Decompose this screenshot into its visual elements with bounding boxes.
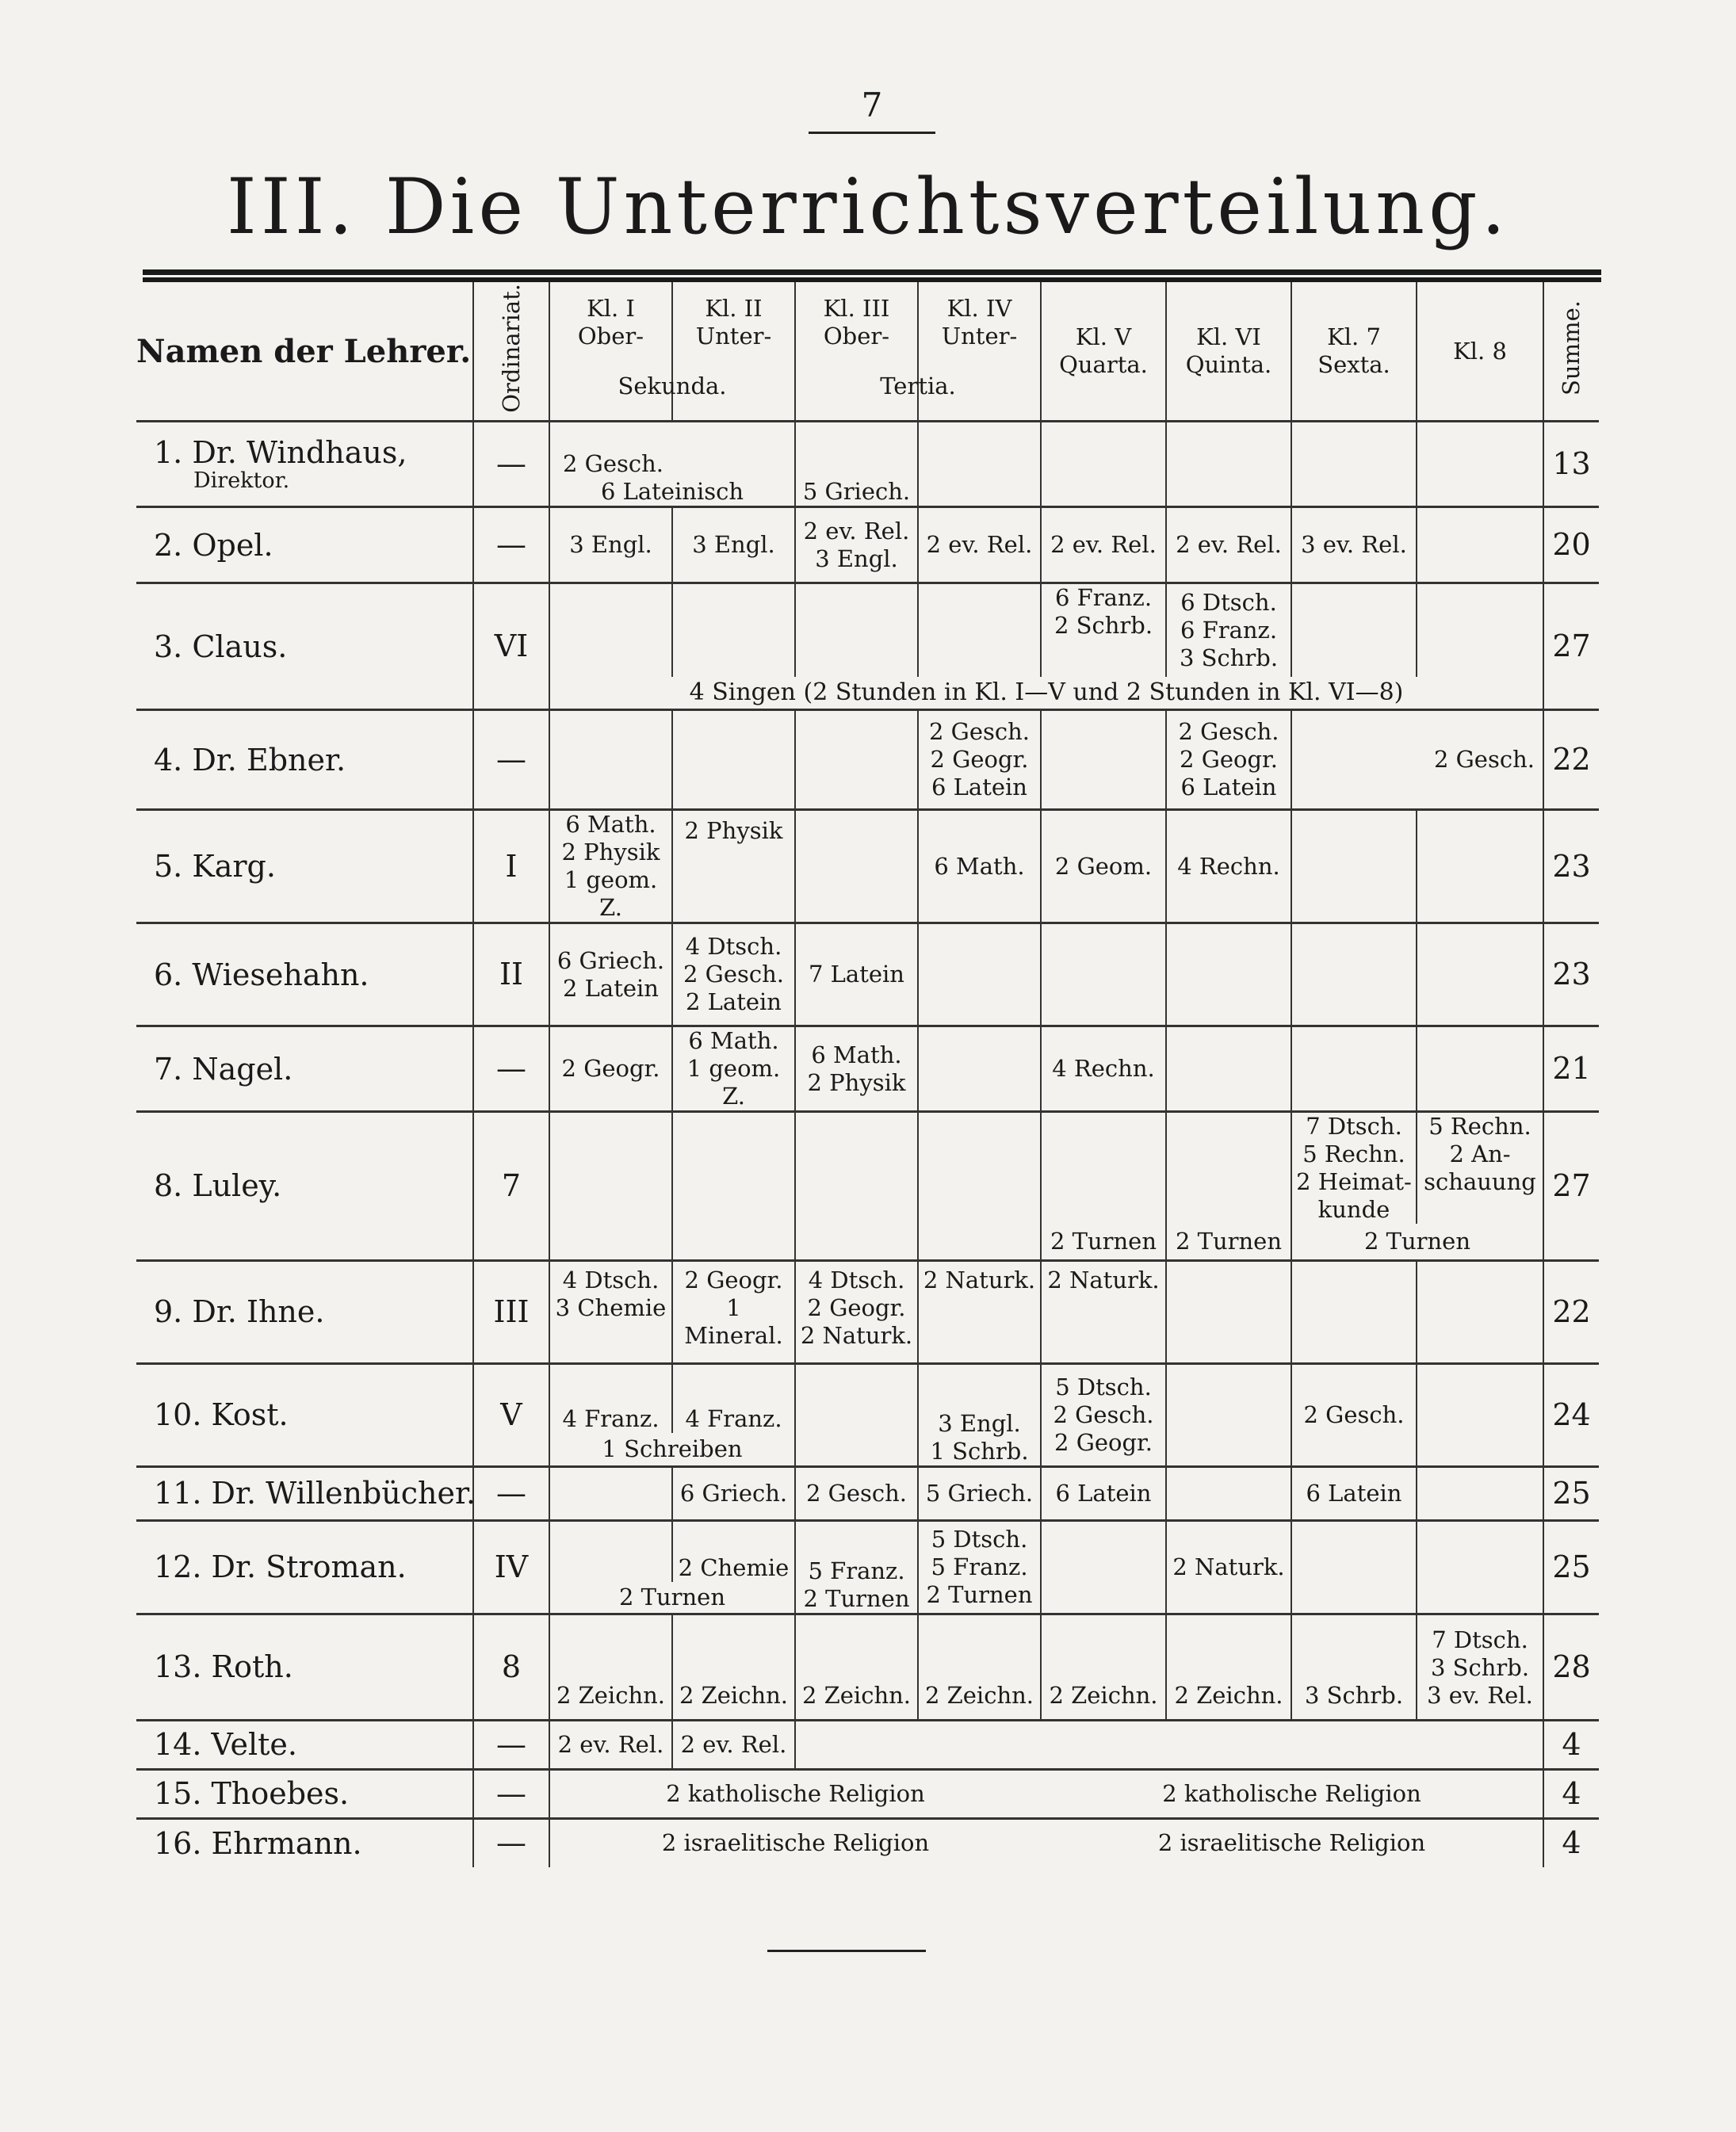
kl7-cell: 3 Schrb. [1291, 1614, 1417, 1720]
table-row [136, 1026, 1599, 1112]
kl6-cell: 4 Rechn. [1166, 810, 1291, 923]
teacher-name: 5. Karg. [136, 810, 473, 923]
kl7-cell [1291, 923, 1417, 1026]
kl6-cell: 2 Naturk. [1166, 1520, 1291, 1614]
sum-cell: 27 [1543, 1112, 1599, 1261]
kl8-cell [1417, 1363, 1543, 1466]
kl3-cell: 5 Griech. [795, 422, 918, 507]
sum-cell: 25 [1543, 1520, 1599, 1614]
header-kl1: Kl. I Ober- [549, 282, 672, 422]
kl3-cell: 2 Zeichn. [795, 1614, 918, 1720]
kl4-cell: 5 Dtsch. 5 Franz. 2 Turnen [918, 1520, 1041, 1614]
kl3-cell: 2 Gesch. [795, 1466, 918, 1520]
kl2-cell [672, 710, 795, 810]
schedule-table-wrapper [136, 282, 1599, 1867]
teacher-name: 15. Thoebes. [136, 1769, 473, 1818]
table-row [136, 1260, 1599, 1363]
kl6-cell: 2 Gesch. 2 Geogr. 6 Latein [1166, 710, 1291, 810]
kl4-cell: 2 ev. Rel. [918, 507, 1041, 583]
kl5-cell: 2 Naturk. [1041, 1260, 1166, 1363]
kl1-cell [549, 1112, 672, 1225]
religion-kl5-8: 2 israelitische Religion [1041, 1818, 1543, 1867]
kl7-cell [1291, 422, 1417, 507]
table-row [136, 1363, 1599, 1433]
kl8-cell [1417, 1260, 1543, 1363]
page-title: III. Die Unterrichtsverteilung. [226, 162, 1510, 251]
kl5-cell: 6 Franz. 2 Schrb. [1041, 583, 1166, 677]
table-row [136, 1769, 1599, 1818]
kl1-cell [549, 1520, 672, 1582]
kl3-cell [795, 1224, 918, 1260]
title-rule [143, 269, 1601, 277]
kl6-cell: 6 Dtsch. 6 Franz. 3 Schrb. [1166, 583, 1291, 677]
kl2-cell: 2 Geogr. 1 Mineral. [672, 1260, 795, 1363]
kl4-cell [918, 1026, 1041, 1112]
teacher-name: 13. Roth. [136, 1614, 473, 1720]
kl3-cell [795, 710, 918, 810]
kl7-cell: 7 Dtsch. 5 Rechn. 2 Heimat- kunde [1291, 1112, 1417, 1225]
kl6-cell [1166, 1466, 1291, 1520]
kl6-cell [1166, 1112, 1291, 1225]
kl3-cell: 4 Dtsch. 2 Geogr. 2 Naturk. [795, 1260, 918, 1363]
ordinariat-cell: VI [473, 583, 549, 710]
teacher-name: 8. Luley. [136, 1112, 473, 1261]
kl2-cell: 6 Math. 1 geom. Z. [672, 1026, 795, 1112]
kl4-cell: 2 Naturk. [918, 1260, 1041, 1363]
kl3-cell: 2 ev. Rel. 3 Engl. [795, 507, 918, 583]
kl4-cell: 2 Zeichn. [918, 1614, 1041, 1720]
kl1-cell [549, 710, 672, 810]
religion-kl5-8: 2 katholische Religion [1041, 1769, 1543, 1818]
kl3-8-cell [795, 1720, 1543, 1769]
ordinariat-cell: III [473, 1260, 549, 1363]
kl8-cell [1417, 1520, 1543, 1614]
kl1-2-cell: 2 Turnen [618, 1583, 726, 1610]
kl1-cell [549, 1466, 672, 1520]
ordinariat-cell: IV [473, 1520, 549, 1614]
singing-note: 4 Singen (2 Stunden in Kl. I—V und 2 Stunden in Kl. VI—8) [689, 678, 1404, 706]
kl1-cell: 4 Dtsch. 3 Chemie [549, 1260, 672, 1363]
kl6-cell [1166, 1363, 1291, 1466]
teacher-name: 10. Kost. [136, 1363, 473, 1466]
kl5-cell: 2 Zeichn. [1041, 1614, 1166, 1720]
kl8-cell [1417, 422, 1543, 507]
kl5-cell [1041, 710, 1166, 810]
kl1-cell [549, 583, 672, 677]
kl1-cell: 2 ev. Rel. [549, 1720, 672, 1769]
sum-cell: 4 [1543, 1818, 1599, 1867]
table-row [136, 710, 1599, 810]
sum-cell: 28 [1543, 1614, 1599, 1720]
kl1-cell: 2 Geogr. [549, 1026, 672, 1112]
sum-cell: 23 [1543, 810, 1599, 923]
teacher-name: 6. Wiesehahn. [136, 923, 473, 1026]
header-kl2: Kl. II Unter- [672, 282, 795, 422]
table-row [136, 507, 1599, 583]
header-tertia: Tertia. [880, 373, 956, 399]
kl4-cell [918, 923, 1041, 1026]
kl8-cell [1417, 1026, 1543, 1112]
header-kl5: Kl. V Quarta. [1041, 282, 1166, 422]
sum-cell: 4 [1543, 1720, 1599, 1769]
kl1-cell: 6 Math. 2 Physik 1 geom. Z. [549, 810, 672, 923]
table-row [136, 422, 1599, 507]
kl3-cell: 7 Latein [795, 923, 918, 1026]
kl2-cell: 6 Griech. [672, 1466, 795, 1520]
page-number: 7 [861, 86, 883, 124]
header-ordinariat: Ordinariat. [473, 282, 549, 422]
kl7-cell [1291, 1260, 1417, 1363]
kl7-cell [1291, 1520, 1417, 1614]
kl5-cell: 6 Latein [1041, 1466, 1166, 1520]
sum-cell: 22 [1543, 1260, 1599, 1363]
kl7-cell: 6 Latein [1291, 1466, 1417, 1520]
kl4-cell [918, 422, 1041, 507]
teacher-name: 14. Velte. [136, 1720, 473, 1769]
teacher-name: 3. Claus. [136, 583, 473, 710]
kl6-cell: 2 Zeichn. [1166, 1614, 1291, 1720]
sum-cell: 21 [1543, 1026, 1599, 1112]
kl2-cell: 4 Dtsch. 2 Gesch. 2 Latein [672, 923, 795, 1026]
header-kl8: Kl. 8 [1417, 282, 1543, 422]
kl8-cell [1417, 1466, 1543, 1520]
header-kl7: Kl. 7 Sexta. [1291, 282, 1417, 422]
teacher-name: 7. Nagel. [136, 1026, 473, 1112]
kl8-cell: 7 Dtsch. 3 Schrb. 3 ev. Rel. [1417, 1614, 1543, 1720]
ordinariat-cell: I [473, 810, 549, 923]
kl7-cell [1291, 810, 1417, 923]
kl5-cell: 4 Rechn. [1041, 1026, 1166, 1112]
kl8-cell [1417, 923, 1543, 1026]
kl8-cell: 5 Rechn. 2 An- schauung [1417, 1112, 1543, 1225]
kl8-cell [1417, 810, 1543, 923]
sum-cell: 4 [1543, 1769, 1599, 1818]
table-row [136, 1466, 1599, 1520]
kl4-cell: 3 Engl. 1 Schrb. [918, 1363, 1041, 1466]
kl4-cell: 5 Griech. [918, 1466, 1041, 1520]
kl5-cell [1041, 422, 1166, 507]
teacher-name: 12. Dr. Stroman. [136, 1520, 473, 1614]
kl2-cell: 2 Physik [672, 810, 795, 923]
religion-kl1-4: 2 katholische Religion [549, 1769, 1041, 1818]
header-kl6: Kl. VI Quinta. [1166, 282, 1291, 422]
ordinariat-cell: V [473, 1363, 549, 1466]
ordinariat-cell: 7 [473, 1112, 549, 1261]
kl4-cell [918, 1224, 1041, 1260]
ordinariat-cell: — [473, 1818, 549, 1867]
table-row [136, 1818, 1599, 1867]
kl7-cell: 2 Gesch. [1291, 1363, 1417, 1466]
sum-cell: 27 [1543, 583, 1599, 710]
kl2-cell [672, 1224, 795, 1260]
kl7-8-cell: 2 Gesch. [1291, 710, 1543, 810]
ordinariat-cell: — [473, 710, 549, 810]
ordinariat-cell: — [473, 507, 549, 583]
kl5-cell [1041, 1520, 1166, 1614]
sum-cell: 24 [1543, 1363, 1599, 1466]
teacher-name: 2. Opel. [136, 507, 473, 583]
kl3-cell [795, 583, 918, 677]
kl5-cell: 2 Geom. [1041, 810, 1166, 923]
ordinariat-cell: 8 [473, 1614, 549, 1720]
religion-kl1-4: 2 israelitische Religion [549, 1818, 1041, 1867]
kl6-cell [1166, 422, 1291, 507]
kl6-cell [1166, 1026, 1291, 1112]
kl7-cell [1291, 1026, 1417, 1112]
kl6-cell: 2 ev. Rel. [1166, 507, 1291, 583]
teacher-name: 11. Dr. Willenbücher. [136, 1466, 473, 1520]
ordinariat-cell: — [473, 1769, 549, 1818]
kl7-8-cell: 2 Turnen [1291, 1224, 1543, 1260]
ordinariat-cell: — [473, 1720, 549, 1769]
table-row [136, 1520, 1599, 1582]
header-summe: Summe. [1543, 282, 1599, 422]
kl5-cell: 2 Turnen [1041, 1224, 1166, 1260]
kl7-cell [1291, 583, 1417, 677]
header-sekunda: Sekunda. [618, 373, 727, 399]
table-row [136, 1720, 1599, 1769]
sum-cell: 25 [1543, 1466, 1599, 1520]
kl5-cell [1041, 923, 1166, 1026]
teacher-name: 4. Dr. Ebner. [136, 710, 473, 810]
kl1-2-cell: 1 Schreiben [602, 1435, 743, 1462]
kl3-cell [795, 810, 918, 923]
kl3-cell: 5 Franz. 2 Turnen [795, 1520, 918, 1614]
kl2-cell [672, 583, 795, 677]
table-row [136, 810, 1599, 923]
kl1-cell: 4 Franz. [549, 1363, 672, 1433]
teacher-name: 1. Dr. Windhaus, Direktor. [136, 422, 473, 507]
table-row [136, 923, 1599, 1026]
header-kl3: Kl. III Ober- [795, 282, 918, 422]
ordinariat-cell: — [473, 1466, 549, 1520]
kl7-cell: 3 ev. Rel. [1291, 507, 1417, 583]
kl4-cell: 2 Gesch. 2 Geogr. 6 Latein [918, 710, 1041, 810]
kl6-cell: 2 Turnen [1166, 1224, 1291, 1260]
kl2-cell: 2 Chemie [672, 1520, 795, 1582]
sum-cell: 22 [1543, 710, 1599, 810]
kl6-cell [1166, 1260, 1291, 1363]
kl2-cell [672, 1112, 795, 1225]
kl5-cell [1041, 1112, 1166, 1225]
ordinariat-cell: — [473, 422, 549, 507]
ordinariat-cell: — [473, 1026, 549, 1112]
ordinariat-cell: II [473, 923, 549, 1026]
kl5-cell: 5 Dtsch. 2 Gesch. 2 Geogr. [1041, 1363, 1166, 1466]
kl4-cell: 6 Math. [918, 810, 1041, 923]
table-row [136, 1614, 1599, 1720]
sum-cell: 13 [1543, 422, 1599, 507]
teacher-name: 9. Dr. Ihne. [136, 1260, 473, 1363]
sum-cell: 20 [1543, 507, 1599, 583]
kl2-cell: 2 Zeichn. [672, 1614, 795, 1720]
kl1-cell: 2 Zeichn. [549, 1614, 672, 1720]
teacher-name: 16. Ehrmann. [136, 1818, 473, 1867]
header-kl4: Kl. IV Unter- [918, 282, 1041, 422]
kl1-cell: 6 Griech. 2 Latein [549, 923, 672, 1026]
kl4-cell [918, 1112, 1041, 1225]
kl2-cell: 4 Franz. [672, 1363, 795, 1433]
schedule-table [136, 282, 1599, 1867]
kl6-cell [1166, 923, 1291, 1026]
table-row [136, 583, 1599, 677]
page-number-rule [809, 132, 935, 134]
kl8-cell [1417, 507, 1543, 583]
kl2-cell: 2 ev. Rel. [672, 1720, 795, 1769]
kl8-cell [1417, 583, 1543, 677]
kl2-cell: 3 Engl. [672, 507, 795, 583]
kl1-cell [549, 1224, 672, 1260]
kl3-cell [795, 1363, 918, 1466]
kl5-cell: 2 ev. Rel. [1041, 507, 1166, 583]
sum-cell: 23 [1543, 923, 1599, 1026]
footer-rule [767, 1950, 926, 1952]
kl1-cell: 3 Engl. [549, 507, 672, 583]
table-row [136, 1112, 1599, 1225]
kl1-2-cell: 2 Gesch. 6 Lateinisch [549, 422, 795, 507]
header-name: Namen der Lehrer. [136, 282, 473, 422]
kl4-cell [918, 583, 1041, 677]
header-row [136, 282, 1599, 422]
kl3-cell: 6 Math. 2 Physik [795, 1026, 918, 1112]
kl3-cell [795, 1112, 918, 1225]
